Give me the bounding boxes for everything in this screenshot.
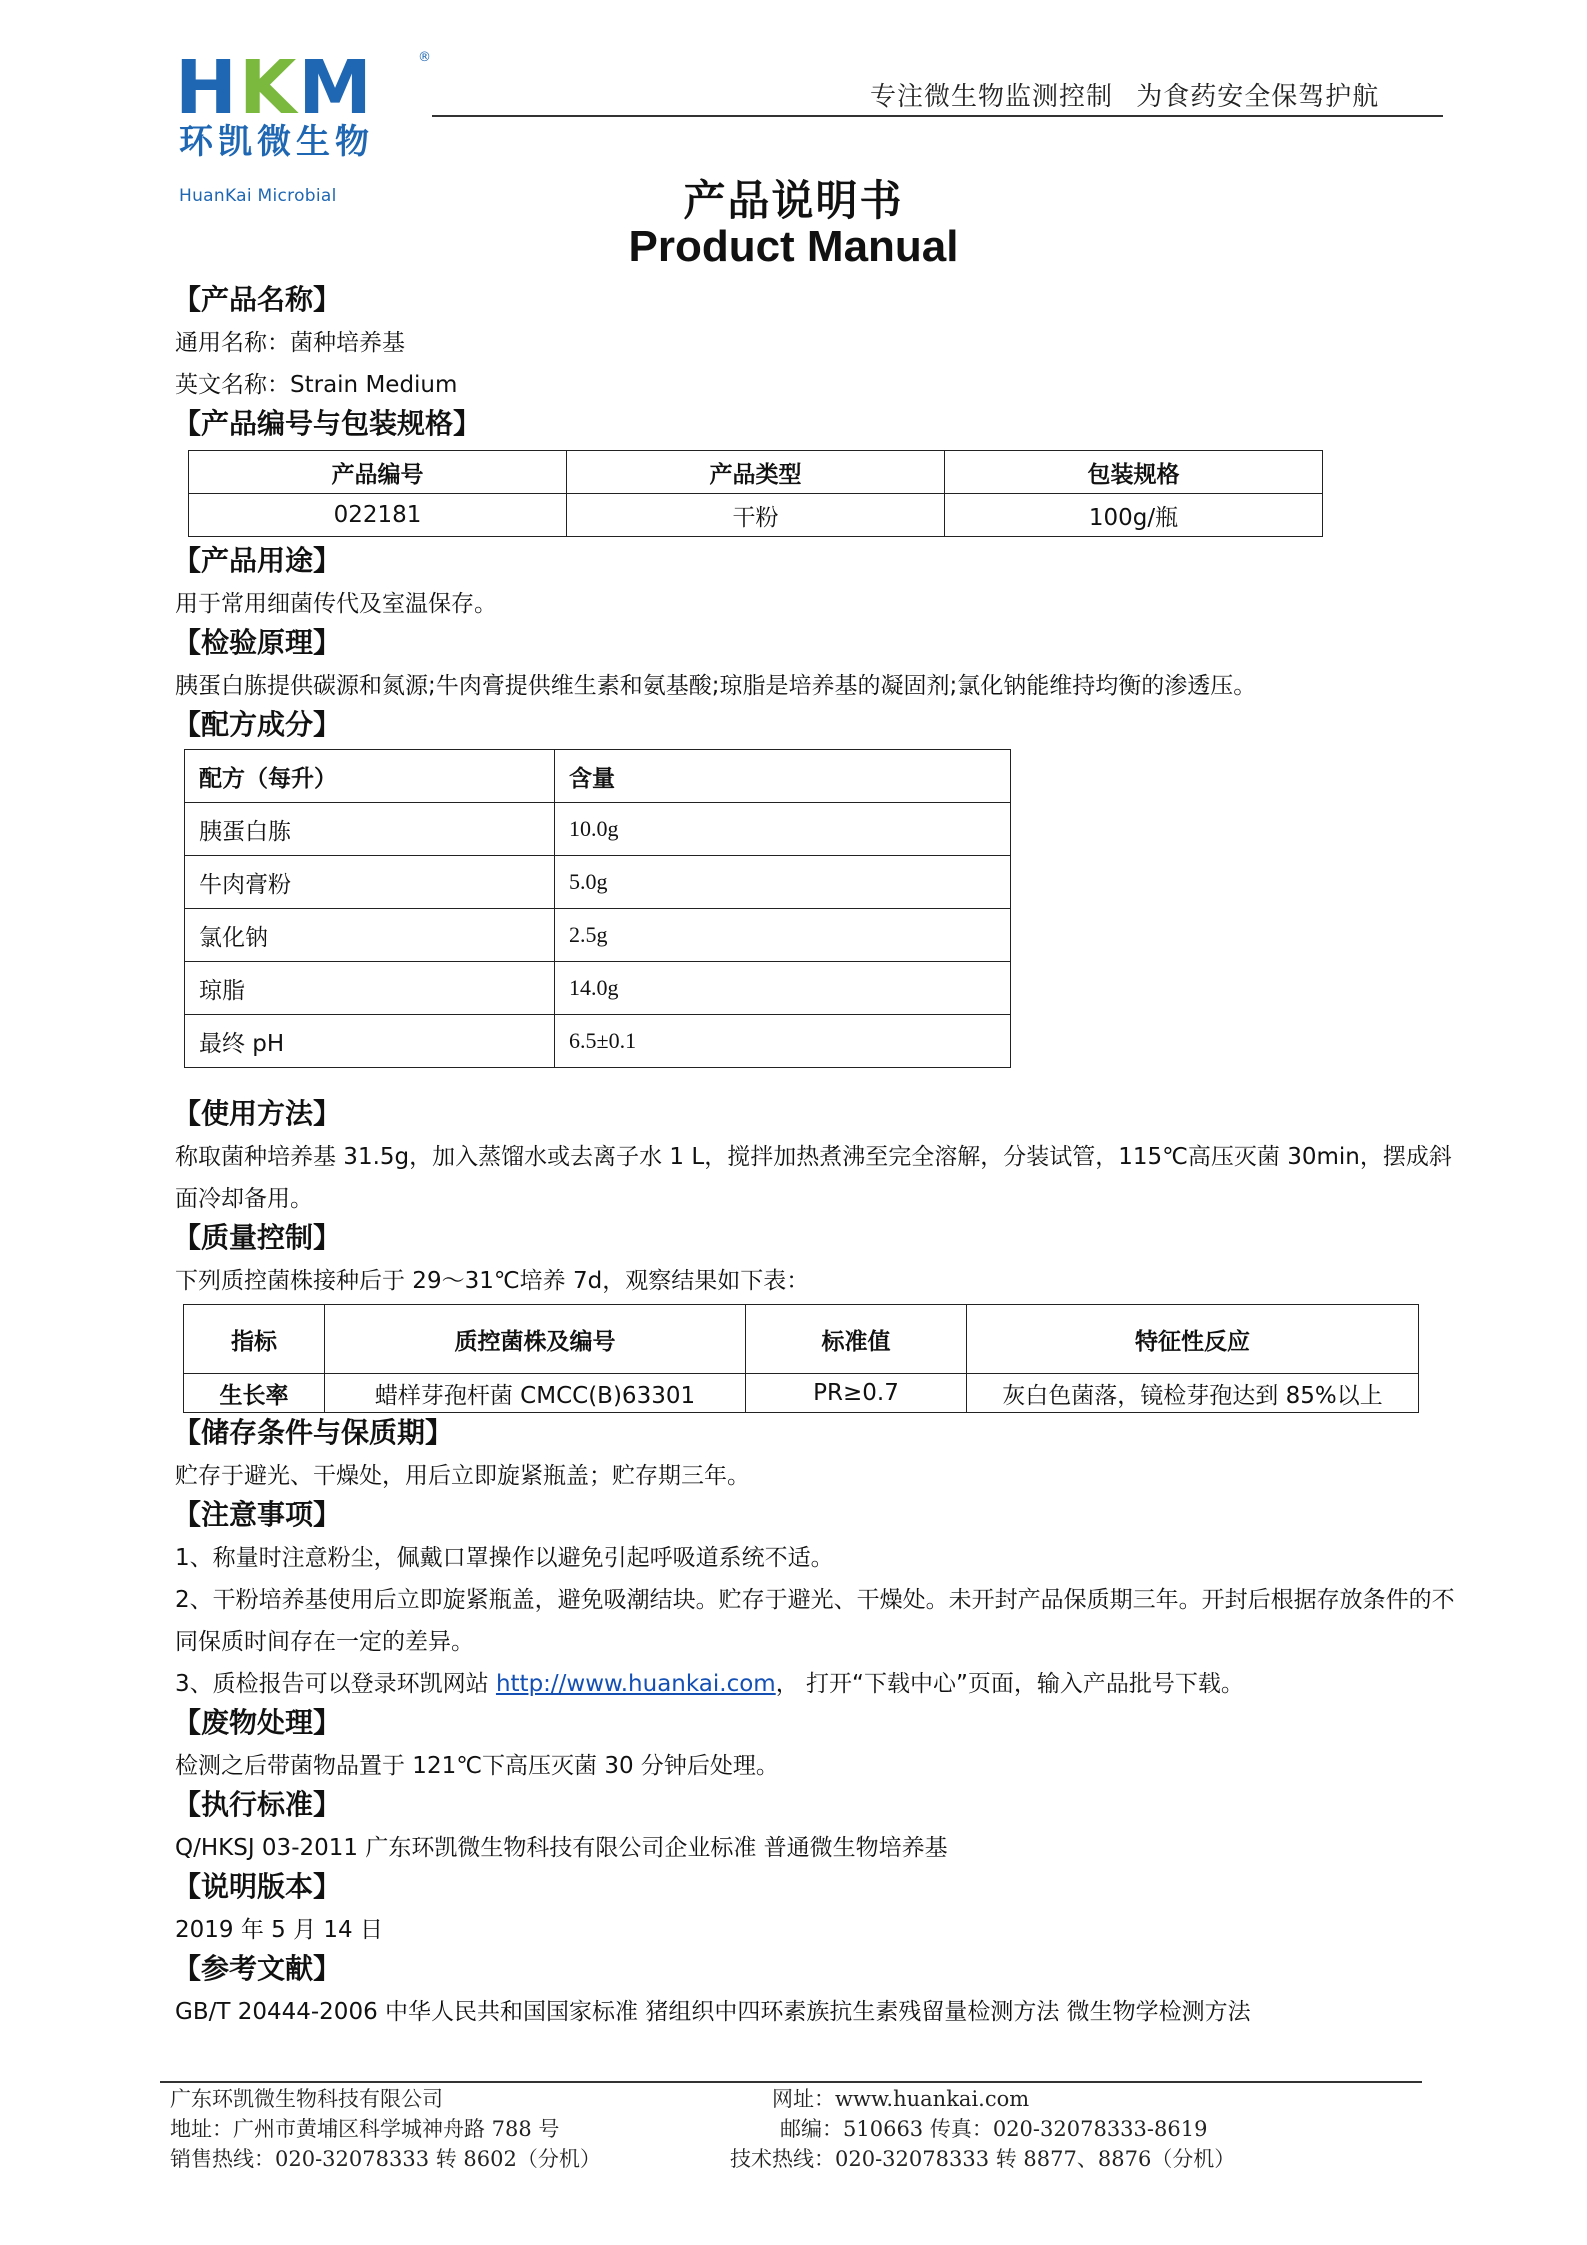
footer-address: 地址：广州市黄埔区科学城神舟路 788 号	[170, 2117, 560, 2141]
generic-name: 通用名称：菌种培养基	[175, 330, 405, 356]
logo-chinese-name: 环凯微生物	[179, 122, 374, 162]
header-cell: 标准值	[746, 1305, 967, 1374]
table-header-row	[189, 451, 1323, 494]
header-cell: 特征性反应	[967, 1305, 1419, 1374]
table-cell: 蜡样芽孢杆菌 CMCC(B)63301	[325, 1374, 746, 1413]
table-cell: 10.0g	[555, 803, 1011, 856]
version-text: 2019 年 5 月 14 日	[175, 1917, 383, 1943]
section-heading-version: 【说明版本】	[173, 1870, 342, 1903]
note-item	[175, 1663, 1455, 1705]
header-cell: 指标	[184, 1305, 325, 1374]
table-row	[185, 856, 1011, 909]
table-cell: 生长率	[184, 1374, 325, 1413]
note-item-text: 3、质检报告可以登录环凯网站	[175, 1671, 496, 1697]
note-item: 1、称量时注意粉尘，佩戴口罩操作以避免引起呼吸道系统不适。	[175, 1545, 834, 1571]
table-row	[184, 1374, 1419, 1413]
header-cell: 配方（每升）	[185, 750, 555, 803]
website-link[interactable]: http://www.huankai.com	[495, 1671, 776, 1697]
table-header-row	[185, 750, 1011, 803]
table-cell: 6.5±0.1	[555, 1015, 1011, 1068]
table-cell: 牛肉膏粉	[185, 856, 555, 909]
qc-table	[183, 1304, 1419, 1413]
references-text: GB/T 20444-2006 中华人民共和国国家标准 猪组织中四环素族抗生素残留量检测方法 微生物学检测方法	[175, 1999, 1251, 2025]
logo-mark: HKM	[175, 45, 374, 131]
table-header-row	[184, 1305, 1419, 1374]
section-heading-notes: 【注意事项】	[173, 1498, 342, 1531]
footer-postcode-fax: 邮编：510663 传真：020-32078333-8619	[780, 2117, 1208, 2141]
section-heading-disposal: 【废物处理】	[173, 1706, 342, 1739]
header-divider	[432, 115, 1443, 117]
header-cell: 包装规格	[945, 451, 1323, 494]
table-cell: 14.0g	[555, 962, 1011, 1015]
note-item-text: ， 打开“下载中心”页面，输入产品批号下载。	[775, 1671, 1244, 1697]
method-text: 称取菌种培养基 31.5g，加入蒸馏水或去离子水 1 L，搅拌加热煮沸至完全溶解，分装试管，115℃高压灭菌 30min，摆成斜面冷却备用。	[175, 1144, 1452, 1212]
footer-company: 广东环凯微生物科技有限公司	[170, 2087, 443, 2111]
disposal-text: 检测之后带菌物品置于 121℃下高压灭菌 30 分钟后处理。	[175, 1753, 779, 1779]
section-heading-principle: 【检验原理】	[173, 626, 342, 659]
header-cell: 质控菌株及编号	[325, 1305, 746, 1374]
table-cell: 琼脂	[185, 962, 555, 1015]
logo-english-name: HuanKai Microbial	[179, 186, 337, 206]
section-heading-product-name: 【产品名称】	[173, 283, 342, 316]
table-cell: 最终 pH	[185, 1015, 555, 1068]
section-heading-references: 【参考文献】	[173, 1952, 342, 1985]
section-heading-storage: 【储存条件与保质期】	[173, 1416, 454, 1449]
principle-text: 胰蛋白胨提供碳源和氮源;牛肉膏提供维生素和氨基酸;琼脂是培养基的凝固剂;氯化钠能维持均衡的渗透压。	[175, 673, 1257, 699]
company-logo	[175, 45, 435, 206]
table-row	[185, 962, 1011, 1015]
table-row	[185, 803, 1011, 856]
table-cell: 2.5g	[555, 909, 1011, 962]
header-cell: 产品类型	[567, 451, 945, 494]
table-cell: 干粉	[567, 494, 945, 537]
standard-text: Q/HKSJ 03-2011 广东环凯微生物科技有限公司企业标准 普通微生物培养基	[175, 1835, 948, 1861]
storage-text: 贮存于避光、干燥处，用后立即旋紧瓶盖；贮存期三年。	[175, 1463, 750, 1489]
section-heading-standard: 【执行标准】	[173, 1788, 342, 1821]
table-row	[185, 1015, 1011, 1068]
table-cell: 100g/瓶	[945, 494, 1323, 537]
table-cell: 5.0g	[555, 856, 1011, 909]
table-cell: 胰蛋白胨	[185, 803, 555, 856]
table-cell: 灰白色菌落，镜检芽孢达到 85%以上	[967, 1374, 1419, 1413]
header-cell: 产品编号	[189, 451, 567, 494]
qc-intro: 下列质控菌株接种后于 29～31℃培养 7d，观察结果如下表：	[175, 1268, 810, 1294]
footer-website: 网址：www.huankai.com	[772, 2087, 1030, 2111]
footer-tech-hotline: 技术热线：020-32078333 转 8877、8876（分机）	[730, 2147, 1236, 2171]
section-heading-quality-control: 【质量控制】	[173, 1221, 342, 1254]
section-heading-packaging: 【产品编号与包装规格】	[173, 407, 482, 440]
section-heading-usage: 【产品用途】	[173, 544, 342, 577]
table-cell: 022181	[189, 494, 567, 537]
table-cell: 氯化钠	[185, 909, 555, 962]
note-item: 2、干粉培养基使用后立即旋紧瓶盖，避免吸潮结块。贮存于避光、干燥处。未开封产品保质期三年。开封后根据存放条件的不同保质时间存在一定的差异。	[175, 1587, 1455, 1655]
english-name: 英文名称：Strain Medium	[175, 372, 458, 398]
registered-mark: ®	[418, 50, 431, 65]
manual-content	[175, 282, 1455, 2033]
table-cell: PR≥0.7	[746, 1374, 967, 1413]
table-row	[185, 909, 1011, 962]
packaging-table	[188, 450, 1323, 537]
footer-divider	[160, 2081, 1422, 2083]
page-title-english: Product Manual	[628, 222, 959, 271]
section-heading-method: 【使用方法】	[173, 1097, 342, 1130]
section-heading-formula: 【配方成分】	[173, 708, 342, 741]
page-title: 产品说明书	[683, 176, 904, 225]
footer-sales-hotline: 销售热线：020-32078333 转 8602（分机）	[170, 2147, 601, 2171]
table-row	[189, 494, 1323, 537]
usage-text: 用于常用细菌传代及室温保存。	[175, 591, 497, 617]
formula-table	[184, 749, 1011, 1068]
header-slogan: 专注微生物监测控制 为食药安全保驾护航	[870, 82, 1380, 112]
header-cell: 含量	[555, 750, 1011, 803]
